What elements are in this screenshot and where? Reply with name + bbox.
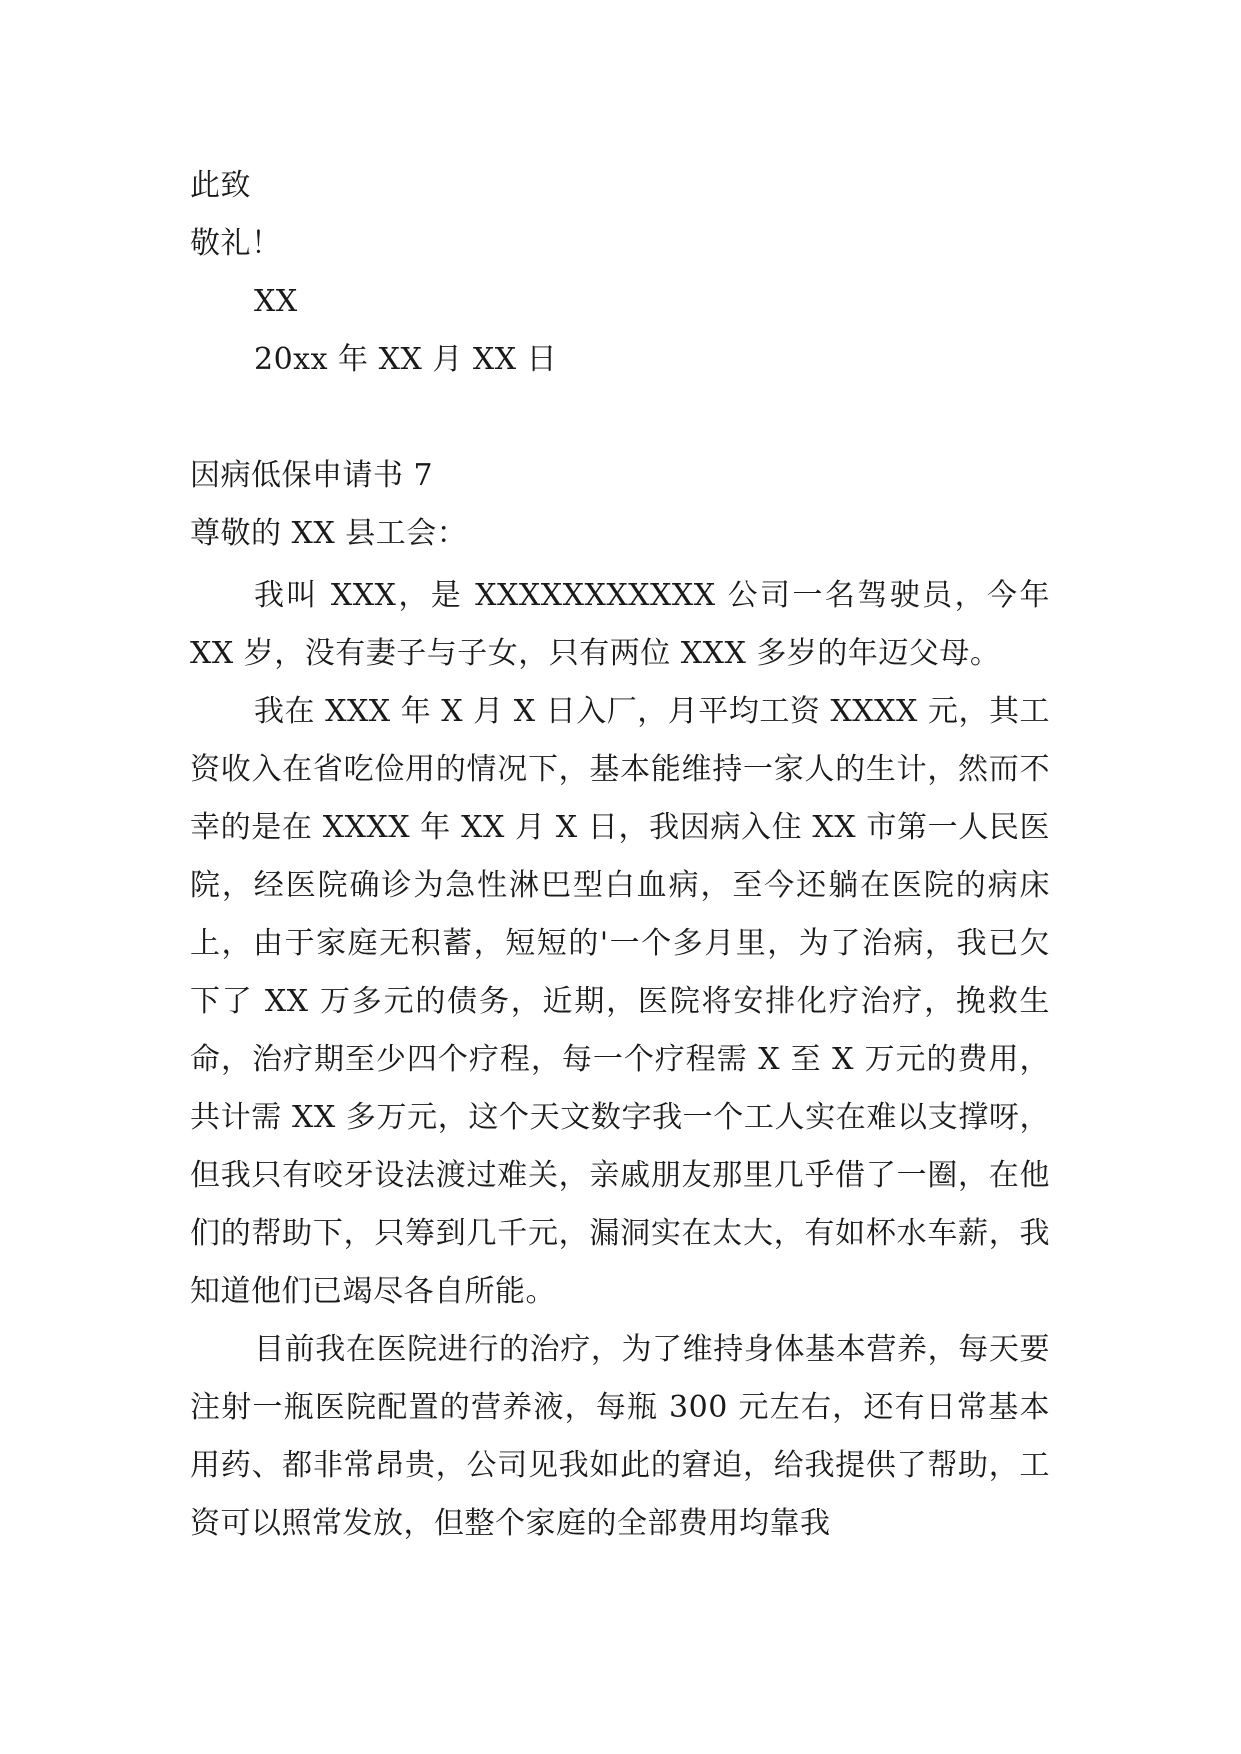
letter-salutation: 尊敬的 XX 县工会： [190, 516, 468, 551]
paragraph-1: 我叫 XXX，是 XXXXXXXXXXX 公司一名驾驶员，今年 XX 岁，没有妻子与子女，只有两位 XXX 多岁的年迈父母。 [190, 578, 1050, 671]
signature-date: 20xx 年 XX 月 XX 日 [254, 342, 558, 377]
signer-name: XX [254, 284, 298, 319]
closing-line-2: 敬礼！ [190, 226, 282, 261]
letter-title: 因病低保申请书 7 [190, 458, 434, 493]
closing-line-1: 此致 [190, 168, 251, 203]
paragraph-3: 目前我在医院进行的治疗，为了维持身体基本营养，每天要注射一瓶医院配置的营养液，每瓶 300 元左右，还有日常基本用药、都非常昂贵，公司见我如此的窘迫，给我提供了帮助，工资可以照常发放，但整个家庭的全部费用均靠我 [190, 1332, 1050, 1541]
paragraph-2: 我在 XXX 年 X 月 X 日入厂，月平均工资 XXXX 元，其工资收入在省吃俭用的情况下，基本能维持一家人的生计，然而不幸的是在 XXXX 年 XX 月 X 日，我因病入住 XX 市第一人民医院，经医院确诊为急性淋巴型白血病，至今还躺在医院的病床上，由于家庭无积蓄，短短的'一个多月里，为了治病，我已欠下了 XX 万多元的债务，近期，医院将安排化疗治疗，挽救生命，治疗期至少四个疗程，每一个疗程需 X 至 X 万元的费用，共计需 XX 多万元，这个天文数字我一个工人实在难以支撑呀，但我只有咬牙设法渡过难关，亲戚朋友那里几乎借了一圈，在他们的帮助下，只筹到几千元，漏洞实在太大，有如杯水车薪，我知道他们已竭尽各自所能。 [190, 694, 1050, 1309]
